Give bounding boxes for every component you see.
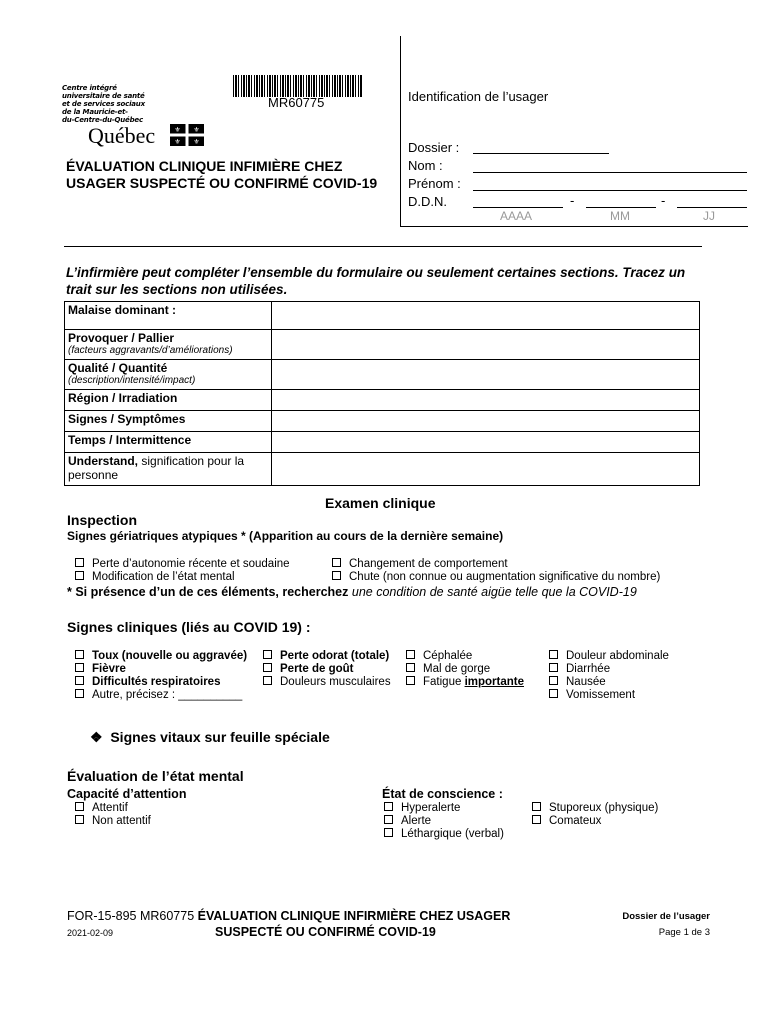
row-input[interactable] xyxy=(272,453,700,486)
geriatric-note: * Si présence d’un de ces éléments, recherchez une condition de santé aigüe telle que la COVID-19 xyxy=(67,585,637,599)
form-code: FOR-15-895 MR60775 xyxy=(67,909,198,923)
covid-col-4 xyxy=(549,650,669,702)
ddn-year-hint: AAAA xyxy=(500,209,533,223)
table-row xyxy=(65,411,700,432)
form-title xyxy=(66,158,377,192)
list-item[interactable]: Nausée xyxy=(549,676,669,689)
barcode-label: MR60775 xyxy=(268,95,325,110)
row-sublabel: (facteurs aggravants/d’améliorations) xyxy=(68,345,233,356)
list-item[interactable]: Attentif xyxy=(75,802,151,815)
covid-col-1 xyxy=(75,650,247,702)
list-item[interactable]: Perte odorat (totale) xyxy=(263,650,391,663)
checkbox[interactable] xyxy=(75,663,84,672)
vital-signs-note: ❖ Signes vitaux sur feuille spéciale xyxy=(90,729,330,745)
list-item[interactable]: Mal de gorge xyxy=(406,663,524,676)
checkbox[interactable] xyxy=(384,815,393,824)
checkbox[interactable] xyxy=(406,650,415,659)
list-item[interactable]: Toux (nouvelle ou aggravée) xyxy=(75,650,247,663)
footer-line-1 xyxy=(67,909,510,923)
form-title-line: USAGER SUSPECTÉ OU CONFIRMÉ COVID-19 xyxy=(66,175,378,191)
table-row xyxy=(65,360,700,390)
row-label: Provoquer / Pallier (facteurs aggravants/d’améliorations) xyxy=(65,330,272,360)
table-row xyxy=(65,432,700,453)
prenom-field[interactable] xyxy=(473,190,747,191)
geriatric-heading: Signes gériatriques atypiques * (Apparition au cours de la dernière semaine) xyxy=(67,529,504,543)
quebec-wordmark: Québec xyxy=(88,123,156,148)
footer-dossier: Dossier de l’usager xyxy=(622,911,710,922)
diamond-bullet-icon: ❖ xyxy=(90,729,103,745)
id-box-border xyxy=(400,36,401,226)
attention-heading: Capacité d’attention xyxy=(67,787,187,801)
checkbox[interactable] xyxy=(75,676,84,685)
list-item[interactable]: Perte d’autonomie récente et soudaine xyxy=(75,558,290,571)
page-number: Page 1 de 3 xyxy=(658,927,710,938)
id-labels xyxy=(408,139,461,211)
dossier-label: Dossier : xyxy=(408,140,460,155)
ddn-label: D.D.N. xyxy=(408,194,447,209)
list-item[interactable]: Douleurs musculaires xyxy=(263,676,391,689)
list-item[interactable]: Douleur abdominale xyxy=(549,650,669,663)
attention-options xyxy=(75,802,151,828)
id-box-border xyxy=(400,226,748,227)
conscience-heading: État de conscience : xyxy=(382,787,503,801)
list-item[interactable]: Céphalée xyxy=(406,650,524,663)
list-item[interactable]: Vomissement xyxy=(549,689,669,702)
list-item[interactable]: Fatigue importante xyxy=(406,676,524,689)
nom-label: Nom : xyxy=(408,158,443,173)
checkbox[interactable] xyxy=(532,815,541,824)
checkbox[interactable] xyxy=(263,676,272,685)
org-line: et de services sociaux xyxy=(62,100,145,108)
row-label: Signes / Symptômes xyxy=(65,411,272,432)
checkbox[interactable] xyxy=(75,650,84,659)
dossier-field[interactable] xyxy=(473,153,609,154)
checkbox[interactable] xyxy=(75,815,84,824)
svg-text:⚜: ⚜ xyxy=(193,139,200,146)
list-item[interactable]: Chute (non connue ou augmentation significative du nombre) xyxy=(332,571,660,584)
row-input[interactable] xyxy=(272,302,700,330)
checkbox[interactable] xyxy=(384,802,393,811)
checkbox[interactable] xyxy=(549,676,558,685)
table-row xyxy=(65,453,700,486)
list-item[interactable]: Perte de goût xyxy=(263,663,391,676)
exam-title: Examen clinique xyxy=(325,495,436,511)
checkbox[interactable] xyxy=(532,802,541,811)
intro-instructions: L’infirmière peut compléter l’ensemble du formulaire ou seulement certaines sections. Tracez un trait sur les sections non utilisées. xyxy=(66,265,686,297)
checkbox[interactable] xyxy=(263,663,272,672)
conscience-options-b xyxy=(532,802,658,828)
list-item[interactable]: Non attentif xyxy=(75,815,151,828)
row-input[interactable] xyxy=(272,360,700,390)
checkbox[interactable] xyxy=(332,571,341,580)
table-row xyxy=(65,390,700,411)
row-input[interactable] xyxy=(272,330,700,360)
checkbox[interactable] xyxy=(549,663,558,672)
list-item[interactable]: Alerte xyxy=(384,815,504,828)
org-line: du-Centre-du-Québec xyxy=(62,116,143,124)
row-label: Malaise dominant : xyxy=(65,302,272,330)
checkbox[interactable] xyxy=(75,689,84,698)
checkbox[interactable] xyxy=(75,571,84,580)
row-label: Temps / Intermittence xyxy=(65,432,272,453)
row-label: Understand, signification pour la personne xyxy=(65,453,272,486)
footer-title: ÉVALUATION CLINIQUE INFIRMIÈRE CHEZ USAGER xyxy=(197,909,511,923)
row-input[interactable] xyxy=(272,390,700,411)
svg-text:⚜: ⚜ xyxy=(174,139,181,146)
list-item[interactable]: Stuporeux (physique) xyxy=(532,802,658,815)
ddn-year-field[interactable] xyxy=(473,207,563,208)
checkbox[interactable] xyxy=(549,689,558,698)
organization-name xyxy=(62,84,145,124)
checkbox[interactable] xyxy=(263,650,272,659)
emphasis: importante xyxy=(464,676,524,688)
checkbox[interactable] xyxy=(384,828,393,837)
org-line: universitaire de santé xyxy=(62,92,145,100)
ddn-day-field[interactable] xyxy=(677,207,747,208)
ddn-separator: - xyxy=(570,193,575,208)
form-title-line: ÉVALUATION CLINIQUE INFIMIÈRE CHEZ xyxy=(66,158,343,174)
conscience-options-a xyxy=(384,802,504,841)
table-row xyxy=(65,302,700,330)
history-table xyxy=(64,301,700,486)
covid-col-3 xyxy=(406,650,524,689)
list-item[interactable]: Fièvre xyxy=(75,663,247,676)
ddn-day-hint: JJ xyxy=(703,209,715,223)
svg-text:⚜: ⚜ xyxy=(193,127,200,134)
geriatric-left xyxy=(75,558,290,584)
nom-field[interactable] xyxy=(473,172,747,173)
checkbox[interactable] xyxy=(406,663,415,672)
list-item[interactable]: Changement de comportement xyxy=(332,558,660,571)
row-sublabel: (description/intensité/impact) xyxy=(68,375,196,386)
svg-text:⚜: ⚜ xyxy=(174,127,181,134)
covid-signs-heading: Signes cliniques (liés au COVID 19) : xyxy=(67,619,311,635)
ddn-separator: - xyxy=(661,193,666,208)
list-item[interactable]: Autre, précisez : __________ xyxy=(75,689,247,702)
geriatric-right xyxy=(332,558,660,584)
org-line: Centre intégré xyxy=(62,84,117,92)
barcode xyxy=(233,75,363,97)
list-item[interactable]: Modification de l’état mental xyxy=(75,571,290,584)
list-item[interactable]: Léthargique (verbal) xyxy=(384,828,504,841)
list-item[interactable]: Difficultés respiratoires xyxy=(75,676,247,689)
row-input[interactable] xyxy=(272,432,700,453)
prenom-label: Prénom : xyxy=(408,176,461,191)
row-input[interactable] xyxy=(272,411,700,432)
org-line: de la Mauricie-et- xyxy=(62,108,128,116)
checkbox[interactable] xyxy=(75,802,84,811)
quebec-flag-icon xyxy=(170,124,204,151)
ddn-month-field[interactable] xyxy=(586,207,656,208)
checkbox[interactable] xyxy=(406,676,415,685)
covid-col-2 xyxy=(263,650,391,689)
row-label: Région / Irradiation xyxy=(65,390,272,411)
table-row xyxy=(65,330,700,360)
ddn-month-hint: MM xyxy=(610,209,630,223)
inspection-heading: Inspection xyxy=(67,512,138,528)
footer-date: 2021-02-09 xyxy=(67,928,114,938)
mental-state-heading: Évaluation de l’état mental xyxy=(67,768,244,784)
row-label: Qualité / Quantité (description/intensité/impact) xyxy=(65,360,272,390)
list-item[interactable]: Comateux xyxy=(532,815,658,828)
list-item[interactable]: Hyperalerte xyxy=(384,802,504,815)
checkbox[interactable] xyxy=(75,558,84,567)
list-item[interactable]: Diarrhée xyxy=(549,663,669,676)
footer-title-2: SUSPECTÉ OU CONFIRMÉ COVID-19 xyxy=(215,925,436,939)
checkbox[interactable] xyxy=(332,558,341,567)
checkbox[interactable] xyxy=(549,650,558,659)
section-divider xyxy=(64,246,702,247)
id-box-title: Identification de l’usager xyxy=(408,89,549,104)
